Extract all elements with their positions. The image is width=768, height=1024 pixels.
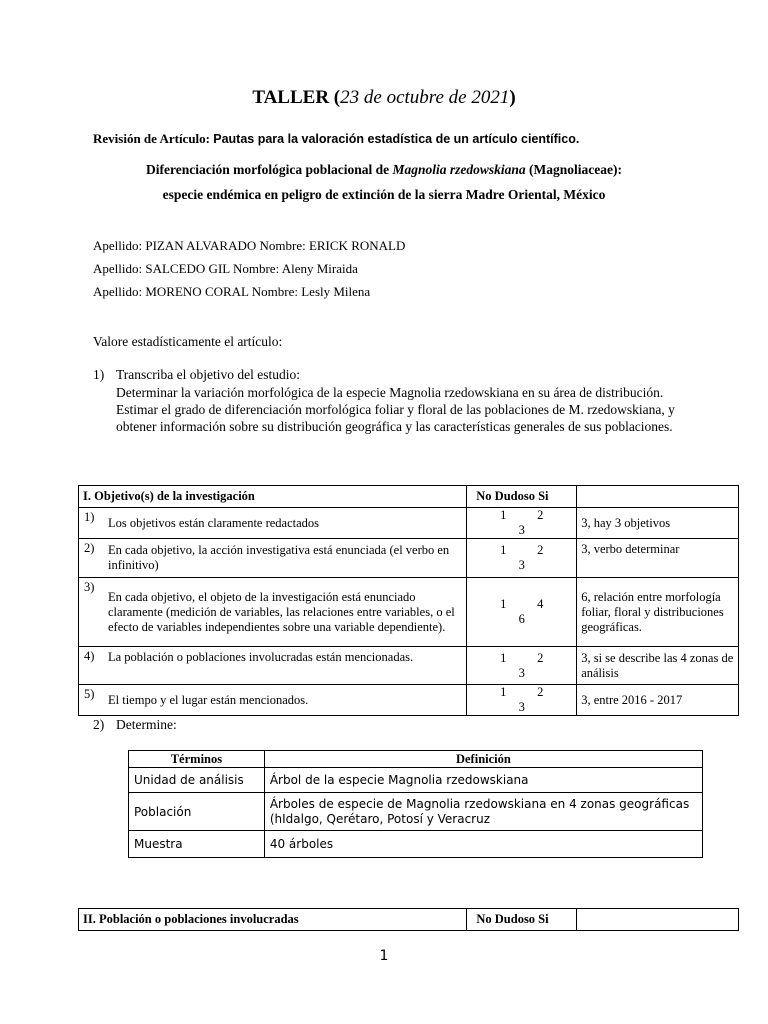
- table-row: [129, 831, 703, 858]
- table-row: 2) En cada objetivo, la acción investigativa está enunciada (el verbo en infinitivo) 1 23 3, verbo determinar: [79, 539, 739, 578]
- score-cell: 1 46: [467, 578, 577, 647]
- objectives-table: [78, 485, 739, 716]
- criterion-text: El tiempo y el lugar están mencionados.: [108, 692, 309, 707]
- question-prompt: Transcriba el objetivo del estudio:: [116, 367, 300, 382]
- criterion-text: En cada objetivo, la acción investigativa está enunciada (el verbo en infinitivo): [108, 543, 450, 572]
- objective-answer: [116, 384, 676, 435]
- criterion-text: En cada objetivo, el objeto de la investigación está enunciado claramente (medición de variables, las relaciones entre variables, o el efecto de variables independientes sobre una variable dependiente).: [108, 589, 455, 634]
- table-row: 3) En cada objetivo, el objeto de la investigación está enunciado claramente (medición de variables, las relaciones entre variables, o el efecto de variables independientes sobre una variable dependiente). 1 46 6, relación entre morfología foliar, floral y distribuciones geográficas.: [79, 578, 739, 647]
- table-row: 5) El tiempo y el lugar están mencionados. 1 23 3, entre 2016 - 2017: [79, 685, 739, 716]
- question-number: 2): [93, 717, 105, 732]
- objective-paragraph: Determinar la variación morfológica de la especie Magnolia rzedowskiana en su área de distribución.: [116, 385, 664, 400]
- review-label: Revisión de Artículo:: [93, 131, 210, 146]
- term-cell: Población: [129, 793, 265, 831]
- article-title-line2: especie endémica en peligro de extinción de la sierra Madre Oriental, México: [162, 187, 606, 202]
- terms-header: Términos: [129, 751, 265, 768]
- student-name: Apellido: MORENO CORAL Nombre: Lesly Milena: [93, 284, 371, 299]
- table-header: I. Objetivo(s) de la investigación: [79, 486, 467, 508]
- page-number: 1: [379, 948, 389, 964]
- criterion-text: La población o poblaciones involucradas están mencionadas.: [108, 650, 414, 664]
- objective-paragraph: Estimar el grado de diferenciación morfológica foliar y floral de las poblaciones de M. rzedowskiana, y obtener información sobre su distribución geográfica y las características generales de sus poblaciones.: [116, 402, 675, 434]
- comment-cell: 6, relación entre morfología foliar, floral y distribuciones geográficas.: [577, 578, 739, 647]
- question-prompt: Determine:: [116, 717, 177, 732]
- score-cell: 1 23: [467, 539, 577, 578]
- definition-cell: 40 árboles: [264, 831, 702, 858]
- score-cell: 1 23: [467, 647, 577, 685]
- term-cell: Muestra: [129, 831, 265, 858]
- review-text: Pautas para la valoración estadística de un artículo científico.: [213, 132, 580, 146]
- question-number: 1): [93, 367, 105, 382]
- table-row: [129, 768, 703, 793]
- scale-header: No Dudoso Si: [467, 486, 577, 508]
- table-row: [129, 793, 703, 831]
- question-2: [93, 717, 177, 733]
- comment-cell: 3, verbo determinar: [577, 539, 739, 578]
- definition-cell: Árboles de especie de Magnolia rzedowskiana en 4 zonas geográficas (hIdalgo, Qerétaro, Potosí y Veracruz: [264, 793, 702, 831]
- comment-cell: 3, hay 3 objetivos: [577, 508, 739, 539]
- comment-cell: 3, entre 2016 - 2017: [577, 685, 739, 716]
- definition-cell: Árbol de la especie Magnolia rzedowskiana: [264, 768, 702, 793]
- comment-header: [577, 909, 739, 931]
- comment-header: [577, 486, 739, 508]
- population-table: [78, 908, 739, 931]
- page-title: TALLER (23 de octubre de 2021): [252, 87, 516, 108]
- score-cell: 1 23: [467, 508, 577, 539]
- table-row: 4) La población o poblaciones involucradas están mencionadas. 1 23 3, si se describe las 4 zonas de análisis: [79, 647, 739, 685]
- criterion-text: Los objetivos están claramente redactados: [108, 515, 320, 530]
- table-header: II. Población o poblaciones involucradas: [79, 909, 467, 931]
- student-list: [93, 234, 405, 303]
- instruction-text: Valore estadísticamente el artículo:: [93, 334, 283, 349]
- student-name: Apellido: PIZAN ALVARADO Nombre: ERICK RONALD: [93, 238, 406, 253]
- article-title-line1: Diferenciación morfológica poblacional de Magnolia rzedowskiana (Magnoliaceae):: [146, 162, 622, 177]
- term-cell: Unidad de análisis: [129, 768, 265, 793]
- scale-header: No Dudoso Si: [467, 909, 577, 931]
- comment-cell: 3, si se describe las 4 zonas de análisis: [577, 647, 739, 685]
- review-line: [93, 131, 579, 147]
- student-name: Apellido: SALCEDO GIL Nombre: Aleny Miraida: [93, 261, 358, 276]
- table-row: 1) Los objetivos están claramente redactados 1 23 3, hay 3 objetivos: [79, 508, 739, 539]
- terms-table: [128, 750, 703, 858]
- definition-header: Definición: [264, 751, 702, 768]
- score-cell: 1 23: [467, 685, 577, 716]
